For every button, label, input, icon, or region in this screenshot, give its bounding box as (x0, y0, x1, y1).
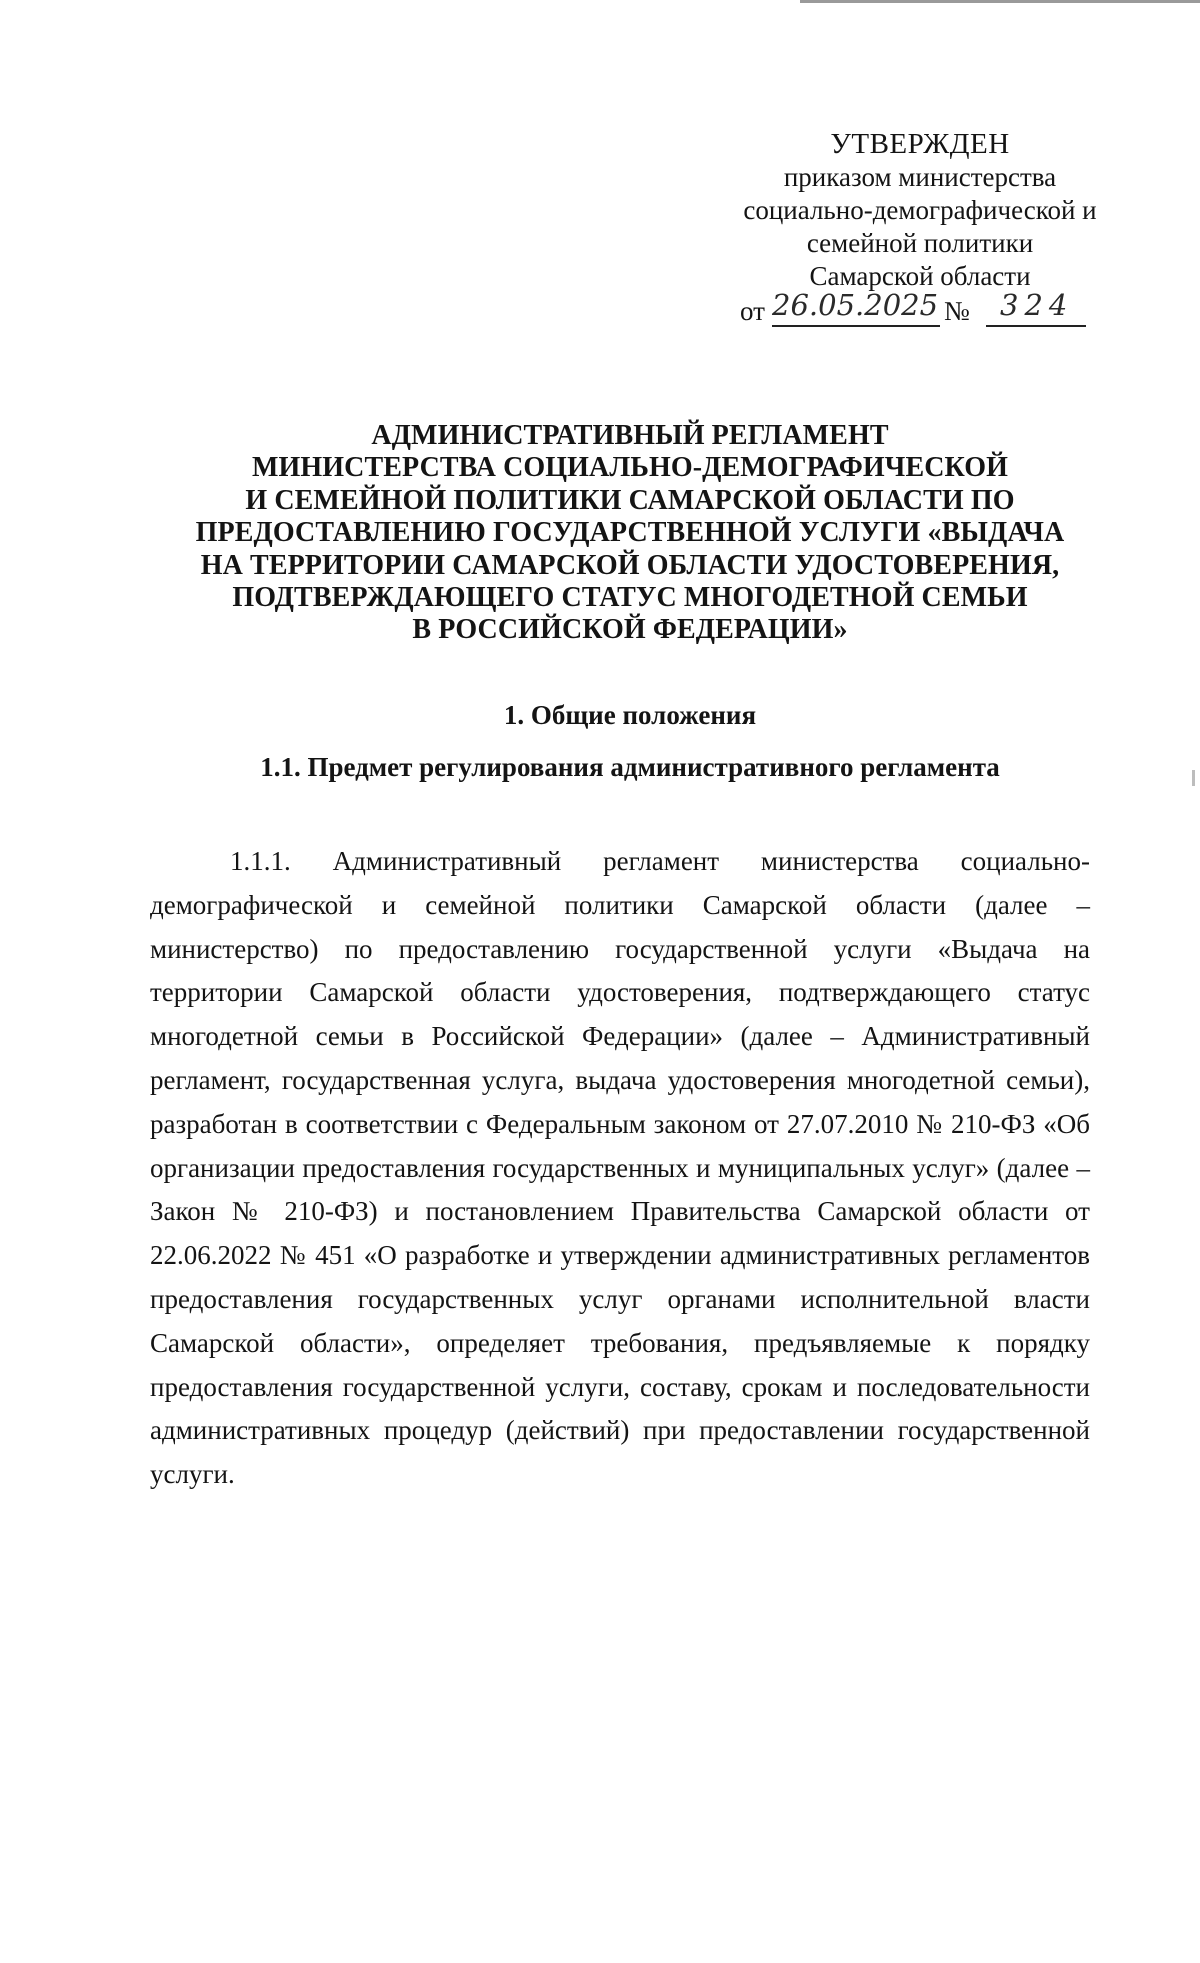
title-line-4: ПРЕДОСТАВЛЕНИЮ ГОСУДАРСТВЕННОЙ УСЛУГИ «ВЫДАЧА (195, 517, 1065, 549)
order-date-number-line (700, 288, 1140, 331)
title-line-7: В РОССИЙСКОЙ ФЕДЕРАЦИИ» (412, 614, 848, 646)
section-heading-1-1: 1.1. Предмет регулирования административного регламента (260, 752, 1000, 782)
document-title (150, 420, 1110, 647)
approval-line-1: приказом министерства (783, 162, 1057, 192)
paragraph-1-1-1: 1.1.1. Административный регламент министерства социально-демографической и семейной политики Самарской области (далее – министерство) по предоставлению государственной услуги «Выдача на территории Самарской области удостоверения, подтверждающего статус многодетной семьи в Российской Федерации» (далее – Административный регламент, государственная услуга, выдача удостоверения многодетной семьи), разработан в соответствии с Федеральным законом от 27.07.2010 № 210-ФЗ «Об организации предоставления государственных и муниципальных услуг» (далее – Закон № 210-ФЗ) и постановлением Правительства Самарской области от 22.06.2022 № 451 «О разработке и утверждении административных регламентов предоставления государственных услуг органами исполнительной власти Самарской области», определяет требования, предъявляемые к порядку предоставления государственной услуги, составу, срокам и последовательности административных процедур (действий) при предоставлении государственной услуги. (150, 846, 1090, 1490)
title-line-2: МИНИСТЕРСТВА СОЦИАЛЬНО-ДЕМОГРАФИЧЕСКОЙ (251, 452, 1009, 484)
title-line-1: АДМИНИСТРАТИВНЫЙ РЕГЛАМЕНТ (371, 420, 889, 451)
order-number-underline (986, 325, 1086, 327)
order-prefix: от (740, 296, 765, 326)
title-line-3: И СЕМЕЙНОЙ ПОЛИТИКИ САМАРСКОЙ ОБЛАСТИ ПО (245, 484, 1015, 516)
approval-line-2: социально-демографической и (743, 195, 1097, 225)
title-line-6: ПОДТВЕРЖДАЮЩЕГО СТАТУС МНОГОДЕТНОЙ СЕМЬИ (232, 582, 1028, 614)
approval-stamp-block (700, 128, 1140, 331)
approval-line-4: Самарской области (809, 261, 1031, 291)
order-number-sign: № (944, 296, 970, 326)
order-date-underline (772, 325, 940, 327)
scan-margin-mark (1192, 770, 1195, 786)
title-line-5: НА ТЕРРИТОРИИ САМАРСКОЙ ОБЛАСТИ УДОСТОВЕРЕНИЯ, (200, 549, 1060, 581)
approval-title: УТВЕРЖДЕН (830, 128, 1010, 160)
section-heading-1: 1. Общие положения (503, 700, 757, 730)
scan-edge-line (800, 0, 1200, 3)
approval-line-3: семейной политики (806, 228, 1034, 258)
order-number-handwritten: 324 (1000, 288, 1074, 322)
order-date-handwritten: 26.05.2025 (772, 288, 939, 322)
